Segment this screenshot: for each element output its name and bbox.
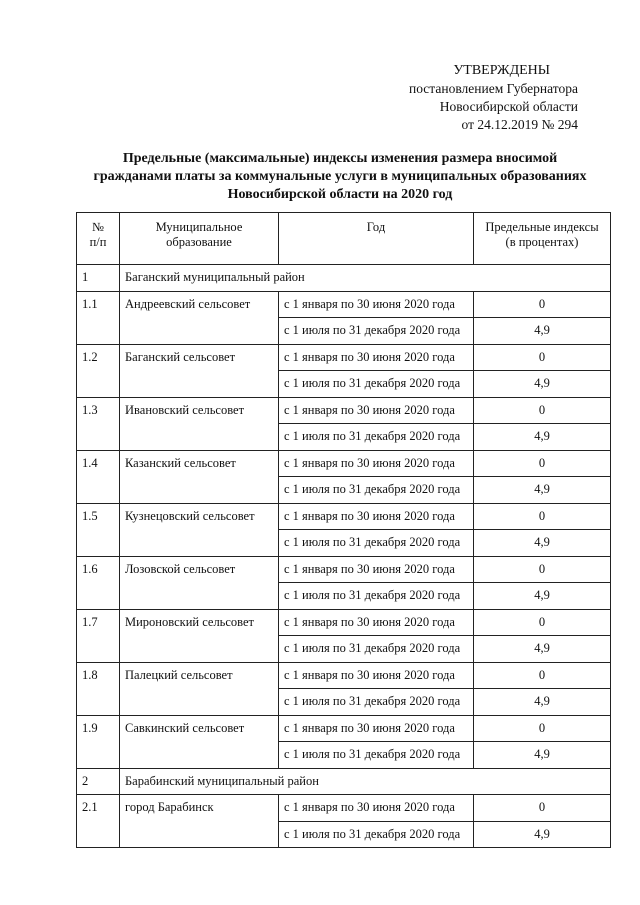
title-line-2: гражданами платы за коммунальные услуги в муниципальных образованиях <box>93 169 587 184</box>
index-first-half: 0 <box>474 344 611 371</box>
municipality-name: Кузнецовский сельсовет <box>120 503 279 556</box>
index-first-half: 0 <box>474 715 611 742</box>
period-second-half: с 1 июля по 31 декабря 2020 года <box>279 742 474 769</box>
header-municipality <box>120 213 279 265</box>
index-second-half: 4,9 <box>474 424 611 451</box>
index-second-half: 4,9 <box>474 371 611 398</box>
approval-line-3: от 24.12.2019 № 294 <box>461 117 578 132</box>
district-number: 2 <box>77 768 120 795</box>
header-indices-line-2: (в процентах) <box>505 235 579 249</box>
index-second-half: 4,9 <box>474 530 611 557</box>
period-first-half: с 1 января по 30 июня 2020 года <box>279 344 474 371</box>
municipality-name: Казанский сельсовет <box>120 450 279 503</box>
municipality-name: город Барабинск <box>120 795 279 848</box>
index-first-half: 0 <box>474 795 611 822</box>
period-first-half: с 1 января по 30 июня 2020 года <box>279 662 474 689</box>
row-number: 1.4 <box>77 450 120 503</box>
approval-block <box>338 62 578 134</box>
period-first-half: с 1 января по 30 июня 2020 года <box>279 450 474 477</box>
title-line-1: Предельные (максимальные) индексы изменения размера вносимой <box>122 151 558 166</box>
table-row <box>77 556 611 583</box>
row-number: 1.8 <box>77 662 120 715</box>
period-first-half: с 1 января по 30 июня 2020 года <box>279 556 474 583</box>
row-number: 1.2 <box>77 344 120 397</box>
period-second-half: с 1 июля по 31 декабря 2020 года <box>279 636 474 663</box>
index-first-half: 0 <box>474 397 611 424</box>
period-second-half: с 1 июля по 31 декабря 2020 года <box>279 689 474 716</box>
period-first-half: с 1 января по 30 июня 2020 года <box>279 503 474 530</box>
row-number: 1.9 <box>77 715 120 768</box>
municipality-name: Палецкий сельсовет <box>120 662 279 715</box>
approval-line-1: постановлением Губернатора <box>409 81 578 96</box>
header-number <box>77 213 120 265</box>
district-name: Барабинский муниципальный район <box>120 768 611 795</box>
index-first-half: 0 <box>474 503 611 530</box>
header-number-line-2: п/п <box>89 235 107 249</box>
index-second-half: 4,9 <box>474 742 611 769</box>
period-second-half: с 1 июля по 31 декабря 2020 года <box>279 477 474 504</box>
period-second-half: с 1 июля по 31 декабря 2020 года <box>279 583 474 610</box>
approval-line-2: Новосибирской области <box>439 99 578 114</box>
period-second-half: с 1 июля по 31 декабря 2020 года <box>279 318 474 345</box>
row-number: 1.7 <box>77 609 120 662</box>
table-row <box>77 344 611 371</box>
period-first-half: с 1 января по 30 июня 2020 года <box>279 795 474 822</box>
index-second-half: 4,9 <box>474 821 611 848</box>
period-second-half: с 1 июля по 31 декабря 2020 года <box>279 371 474 398</box>
district-row <box>77 265 611 292</box>
table-row <box>77 662 611 689</box>
index-second-half: 4,9 <box>474 583 611 610</box>
index-first-half: 0 <box>474 556 611 583</box>
district-number: 1 <box>77 265 120 292</box>
indices-table <box>76 212 611 848</box>
municipality-name: Андреевский сельсовет <box>120 291 279 344</box>
period-first-half: с 1 января по 30 июня 2020 года <box>279 609 474 636</box>
municipality-name: Лозовской сельсовет <box>120 556 279 609</box>
title-line-3: Новосибирской области на 2020 год <box>227 187 453 202</box>
row-number: 1.1 <box>77 291 120 344</box>
table-row <box>77 450 611 477</box>
header-municipality-line-2: образование <box>166 235 232 249</box>
header-year: Год <box>279 213 474 265</box>
index-first-half: 0 <box>474 291 611 318</box>
period-second-half: с 1 июля по 31 декабря 2020 года <box>279 821 474 848</box>
document-title <box>60 150 620 204</box>
row-number: 1.3 <box>77 397 120 450</box>
index-first-half: 0 <box>474 450 611 477</box>
table-row <box>77 397 611 424</box>
table-header-row <box>77 213 611 265</box>
index-second-half: 4,9 <box>474 689 611 716</box>
period-first-half: с 1 января по 30 июня 2020 года <box>279 291 474 318</box>
header-indices <box>474 213 611 265</box>
municipality-name: Мироновский сельсовет <box>120 609 279 662</box>
index-first-half: 0 <box>474 609 611 636</box>
period-first-half: с 1 января по 30 июня 2020 года <box>279 397 474 424</box>
period-first-half: с 1 января по 30 июня 2020 года <box>279 715 474 742</box>
row-number: 1.6 <box>77 556 120 609</box>
municipality-name: Савкинский сельсовет <box>120 715 279 768</box>
municipality-name: Баганский сельсовет <box>120 344 279 397</box>
district-row <box>77 768 611 795</box>
row-number: 1.5 <box>77 503 120 556</box>
table-row <box>77 291 611 318</box>
index-second-half: 4,9 <box>474 318 611 345</box>
period-second-half: с 1 июля по 31 декабря 2020 года <box>279 530 474 557</box>
index-second-half: 4,9 <box>474 477 611 504</box>
table-row <box>77 609 611 636</box>
header-municipality-line-1: Муниципальное <box>155 220 243 234</box>
table-row <box>77 503 611 530</box>
index-second-half: 4,9 <box>474 636 611 663</box>
municipality-name: Ивановский сельсовет <box>120 397 279 450</box>
row-number: 2.1 <box>77 795 120 848</box>
district-name: Баганский муниципальный район <box>120 265 611 292</box>
index-first-half: 0 <box>474 662 611 689</box>
period-second-half: с 1 июля по 31 декабря 2020 года <box>279 424 474 451</box>
header-indices-line-1: Предельные индексы <box>485 220 599 234</box>
table-row <box>77 795 611 822</box>
table-row <box>77 715 611 742</box>
approval-heading: УТВЕРЖДЕНЫ <box>453 63 550 78</box>
header-number-line-1: № <box>92 220 104 234</box>
